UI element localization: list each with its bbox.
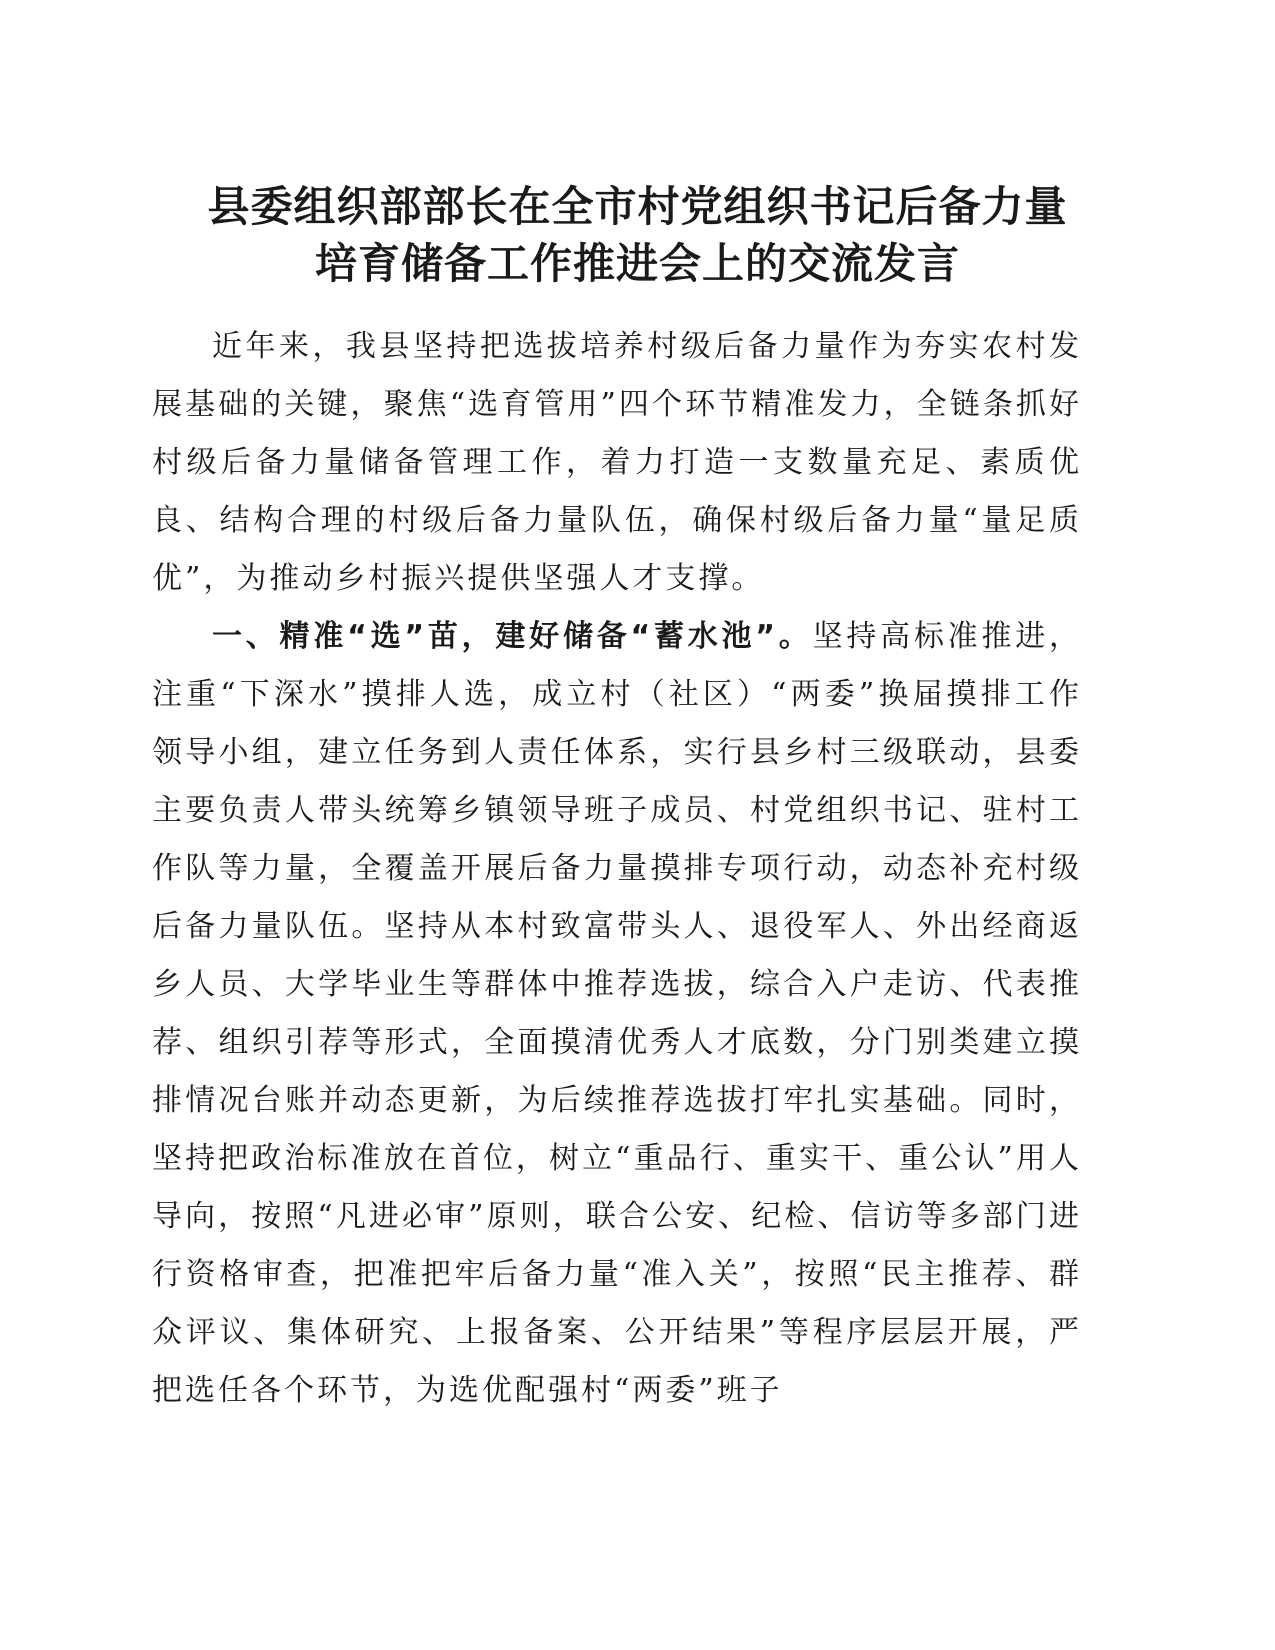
title-line-1: 县委组织部部长在全市村党组织书记后备力量 xyxy=(207,182,1068,231)
paragraph-text: 坚持高标准推进，注重“下深水”摸排人选，成立村（社区）“两委”换届摸排工作领导小组，建立任务到人责任体系，实行县乡村三级联动，县委主要负责人带头统筹乡镇领导班子成员、村党组织书记、驻村工作队等力量，全覆盖开展后备力量摸排专项行动，动态补充村级后备力量队伍。坚持从本村致富带头人、退役军人、外出经商返乡人员、大学毕业生等群体中推荐选拔，综合入户走访、代表推荐、组织引荐等形式，全面摸清优秀人才底数，分门别类建立摸排情况台账并动态更新，为后续推荐选拔打牢扎实基础。同时，坚持把政治标准放在首位，树立“重品行、重实干、重公认”用人导向，按照“凡进必审”原则，联合公安、纪检、信访等多部门进行资格审查，把准把牢后备力量“准入关”，按照“民主推荐、群众评议、集体研究、上报备案、公开结果”等程序层层开展，严把选任各个环节，为选优配强村“两委”班子 xyxy=(152,619,1082,1408)
document-body xyxy=(152,318,1082,1420)
intro-paragraph xyxy=(152,318,1082,608)
document-title xyxy=(130,178,1145,292)
section-one-paragraph xyxy=(152,608,1082,1420)
paragraph-text: 近年来，我县坚持把选拔培养村级后备力量作为夯实农村发展基础的关键，聚焦“选育管用”四个环节精准发力，全链条抓好村级后备力量储备管理工作，着力打造一支数量充足、素质优良、结构合理的村级后备力量队伍，确保村级后备力量“量足质优”，为推动乡村振兴提供坚强人才支撑。 xyxy=(152,329,1082,596)
section-heading: 一、精准“选”苗，建好储备“蓄水池”。 xyxy=(212,619,813,654)
title-line-2: 培育储备工作推进会上的交流发言 xyxy=(314,239,960,288)
